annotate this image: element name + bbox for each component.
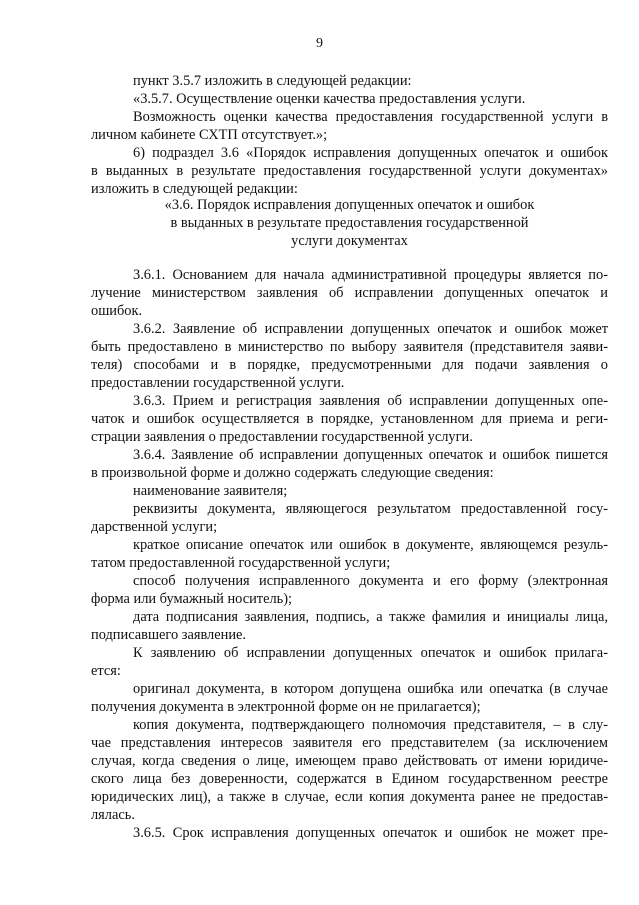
text-line: дата подписания заявления, подпись, а также фамилия и инициалы лица, bbox=[133, 609, 608, 625]
text-line: Возможность оценки качества предоставления государственной услуги в bbox=[133, 109, 608, 125]
text-line: форма или бумажный носитель); bbox=[91, 591, 293, 607]
text-line: лучение министерством заявления об исправлении допущенных опечаток и bbox=[91, 285, 608, 301]
text-line: предоставлении государственной услуги. bbox=[91, 375, 345, 391]
text-line: 3.6.1. Основанием для начала административной процедуры является по- bbox=[133, 267, 608, 283]
text-line: копия документа, подтверждающего полномочия представителя, – в слу- bbox=[133, 717, 608, 733]
text-line: в выданных в результате предоставления государственной услуги документах» bbox=[91, 163, 608, 179]
text-line: лялась. bbox=[91, 807, 135, 823]
text-line: личном кабинете СХТП отсутствует.»; bbox=[91, 127, 328, 143]
text-line: чаток и ошибок осуществляется в порядке, установленном для приема и реги- bbox=[91, 411, 608, 427]
text-line: ошибок. bbox=[91, 303, 143, 319]
text-line: быть предоставлено в министерство по выбору заявителя (представителя заяви- bbox=[91, 339, 608, 355]
text-line: получения документа в электронной форме он не прилагается); bbox=[91, 699, 481, 715]
section-heading-line: в выданных в результате предоставления государственной bbox=[170, 215, 529, 231]
text-line: 6) подраздел 3.6 «Порядок исправления допущенных опечаток и ошибок bbox=[133, 145, 608, 161]
text-line: 3.6.4. Заявление об исправлении допущенных опечаток и ошибок пишется bbox=[133, 447, 608, 463]
section-heading-line: услуги документах bbox=[291, 233, 408, 249]
text-line: 3.6.5. Срок исправления допущенных опечаток и ошибок не может пре- bbox=[133, 825, 608, 841]
text-line: способ получения исправленного документа и его форму (электронная bbox=[133, 573, 608, 589]
text-line: пункт 3.5.7 изложить в следующей редакции: bbox=[133, 73, 412, 89]
text-line: наименование заявителя; bbox=[133, 483, 288, 499]
text-line: 3.6.2. Заявление об исправлении допущенных опечаток и ошибок может bbox=[133, 321, 608, 337]
text-line: татом предоставленной государственной услуги; bbox=[91, 555, 391, 571]
text-line: дарственной услуги; bbox=[91, 519, 218, 535]
text-line: в произвольной форме и должно содержать следующие сведения: bbox=[91, 465, 494, 481]
text-line: краткое описание опечаток или ошибок в документе, являющемся резуль- bbox=[133, 537, 608, 553]
page-number: 9 bbox=[316, 36, 323, 51]
text-line: страции заявления о предоставлении государственной услуги. bbox=[91, 429, 473, 445]
text-line: юридических лиц), а также в случае, если копия документа ранее не предостав- bbox=[91, 789, 608, 805]
text-line: реквизиты документа, являющегося результатом предоставленной госу- bbox=[133, 501, 608, 517]
text-line: теля) способами и в порядке, предусмотренными для подачи заявления о bbox=[91, 357, 608, 373]
text-line: чае представления интересов заявителя его представителем (за исключением bbox=[91, 735, 608, 751]
text-line: 3.6.3. Прием и регистрация заявления об исправлении допущенных опе- bbox=[133, 393, 608, 409]
text-line: подписавшего заявление. bbox=[91, 627, 247, 643]
text-line: ется: bbox=[91, 663, 121, 679]
section-heading-line: «3.6. Порядок исправления допущенных опечаток и ошибок bbox=[164, 197, 535, 213]
text-line: К заявлению об исправлении допущенных опечаток и ошибок прилага- bbox=[133, 645, 608, 661]
text-line: «3.5.7. Осуществление оценки качества предоставления услуги. bbox=[133, 91, 526, 107]
text-line: изложить в следующей редакции: bbox=[91, 181, 298, 197]
text-line: случая, когда сведения о лице, имеющем право действовать от имени юридиче- bbox=[91, 753, 608, 769]
text-line: ского лица без доверенности, содержатся в Едином государственном реестре bbox=[91, 771, 608, 787]
text-line: оригинал документа, в котором допущена ошибка или опечатка (в случае bbox=[133, 681, 608, 697]
